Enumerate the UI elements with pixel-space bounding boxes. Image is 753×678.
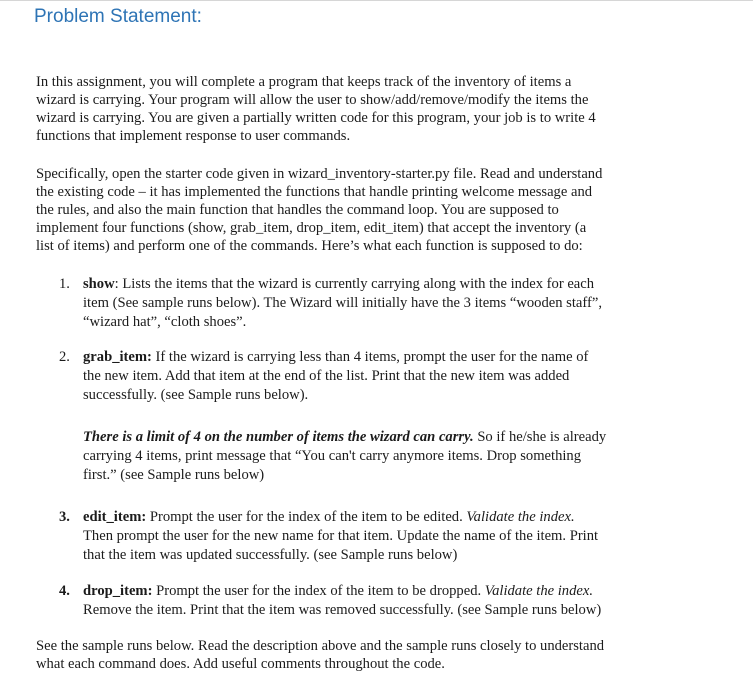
validate-note: Validate the index.: [484, 583, 594, 599]
text-line: implement four functions (show, grab_item, drop_item, edit_item) that accept the inventory (a: [36, 220, 587, 236]
text-line: See the sample runs below. Read the description above and the sample runs closely to understand: [36, 638, 605, 654]
limit-emphasis: There is a limit of 4 on the number of items the wizard can carry.: [83, 429, 474, 445]
text-segment: : Lists the items that the wizard is currently carrying along with the index for each: [114, 276, 595, 292]
text-line: functions that implement response to user commands.: [36, 128, 351, 144]
text-line: that the item was updated successfully. (see Sample runs below): [83, 547, 458, 563]
validate-note: Validate the index.: [466, 509, 575, 525]
text-line: the new item. Add that item at the end of the list. Print that the new item was added: [83, 368, 570, 384]
text-line: wizard is carrying. Your program will allow the user to show/add/remove/modify the items the: [36, 92, 589, 108]
function-name: drop_item:: [83, 583, 153, 599]
text-line: list of items) and perform one of the commands. Here’s what each function is supposed to do:: [36, 238, 583, 254]
text-segment: Prompt the user for the index of the item to be dropped.: [152, 583, 485, 599]
text-line: In this assignment, you will complete a program that keeps track of the inventory of items a: [36, 74, 572, 90]
text-line: Specifically, open the starter code given in wizard_inventory-starter.py file. Read and understand: [36, 166, 603, 182]
text-line: what each command does. Add useful comments throughout the code.: [36, 656, 445, 672]
outro-paragraph: [36, 637, 676, 673]
text-line: first.” (see Sample runs below): [83, 467, 265, 483]
text-line: Then prompt the user for the new name for that item. Update the name of the item. Print: [83, 528, 599, 544]
text-line: the existing code – it has implemented the functions that handle printing welcome message and: [36, 184, 593, 200]
spec-paragraph: [36, 165, 676, 255]
list-number: 1.: [59, 276, 70, 292]
text-line: successfully. (see Sample runs below).: [83, 387, 309, 403]
intro-paragraph: [36, 73, 676, 145]
text-line: “wizard hat”, “cloth shoes”.: [83, 314, 247, 330]
text-line: wizard is carrying. You are given a partially written code for this program, your job is to write 4: [36, 110, 596, 126]
function-name: edit_item:: [83, 509, 147, 525]
text-segment: If the wizard is carrying less than 4 items, prompt the user for the name of: [151, 349, 589, 365]
list-number: 2.: [59, 349, 70, 365]
function-name: show: [83, 276, 115, 292]
text-segment: Prompt the user for the index of the item to be edited.: [146, 509, 467, 525]
text-segment: So if he/she is already: [473, 429, 607, 445]
text-line: Remove the item. Print that the item was removed successfully. (see Sample runs below): [83, 602, 602, 618]
page-top-rule: [0, 0, 753, 1]
text-line: item (See sample runs below). The Wizard will initially have the 3 items “wooden staff”,: [83, 295, 602, 311]
list-number: 3.: [59, 509, 70, 525]
list-number: 4.: [59, 583, 70, 599]
function-name: grab_item:: [83, 349, 152, 365]
page-title: Problem Statement:: [34, 6, 202, 27]
text-line: carrying 4 items, print message that “You can't carry anymore items. Drop something: [83, 448, 582, 464]
text-line: the rules, and also the main function that handles the command loop. You are supposed to: [36, 202, 559, 218]
